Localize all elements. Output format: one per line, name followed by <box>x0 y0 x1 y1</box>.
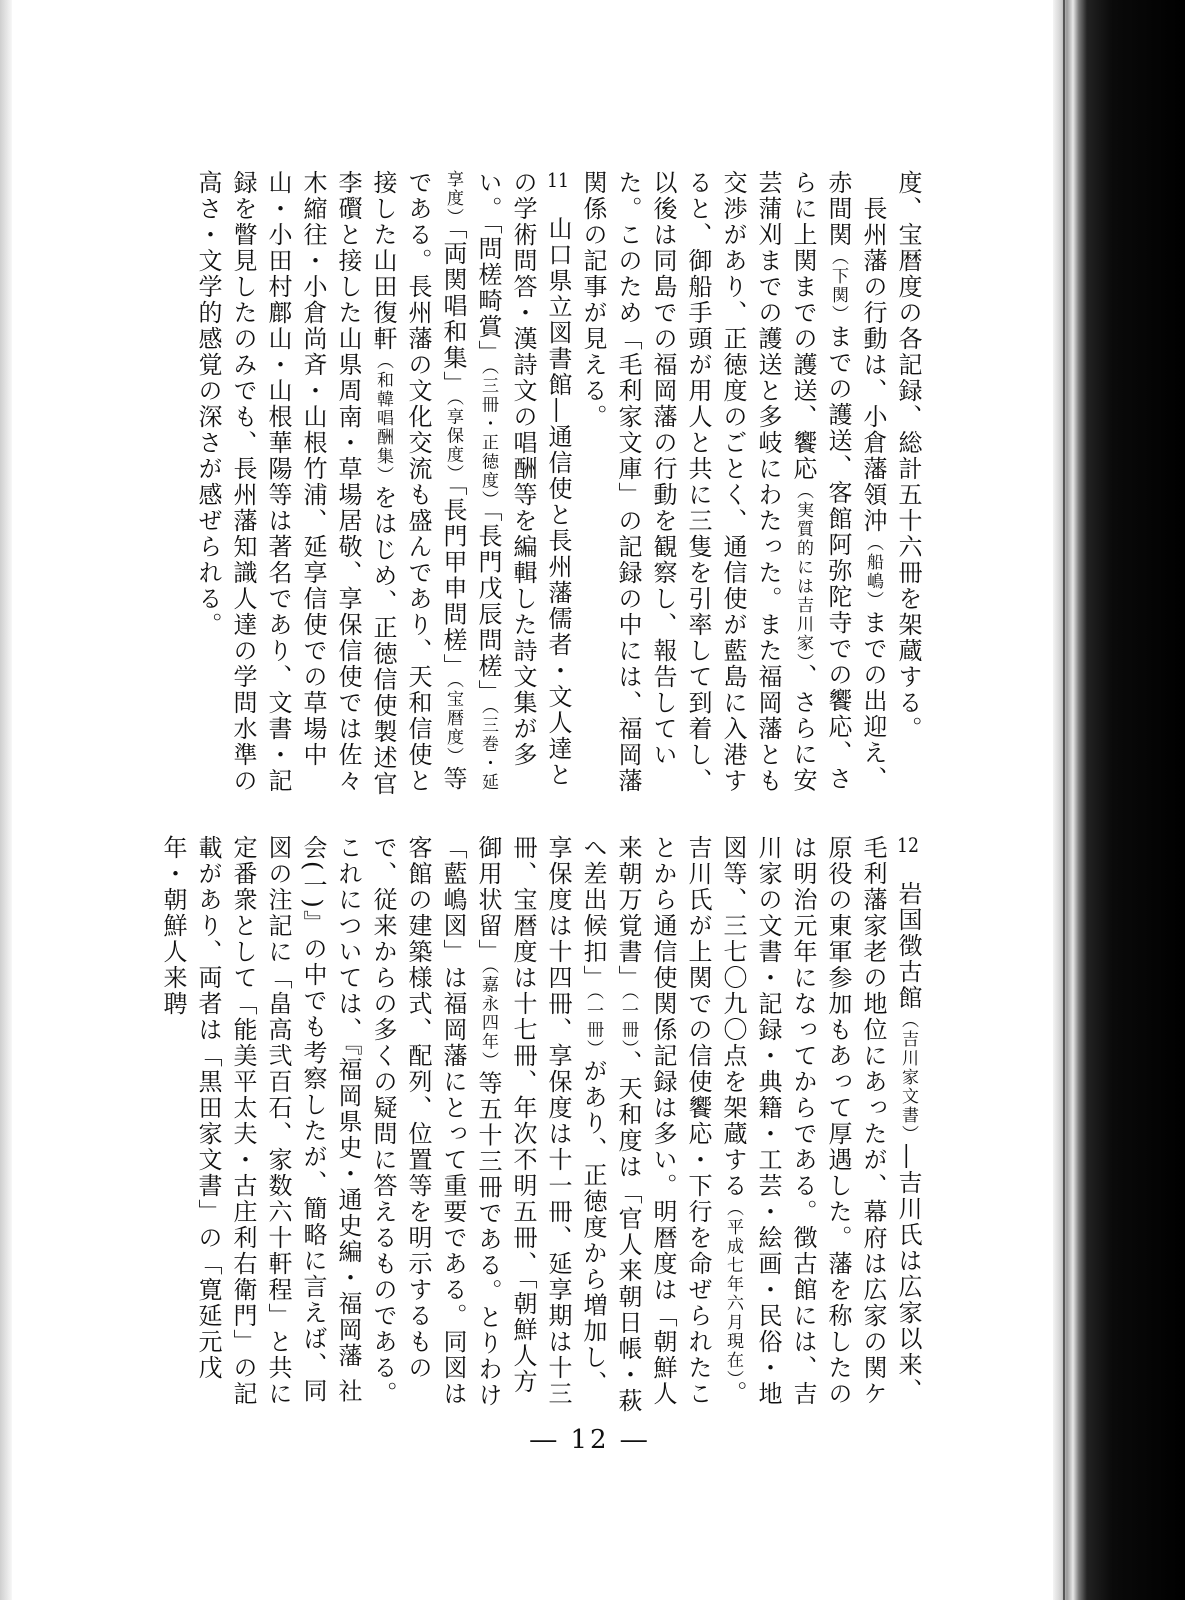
annotation-note: （船嶋） <box>863 534 883 610</box>
annotation-note: （吉川家文書） <box>898 1011 918 1144</box>
section-12-text <box>159 835 922 1414</box>
text-segment: 、さらに安芸蒲刈までの護送と多岐にわたった。また福岡藩とも交渉があり、正徳度のごとく、通信使が藍島に入港すると、御船手頭が用人と共に三隻を引率して到着し、以後は同島での福岡藩の行動を観察し、報告していた。このため「毛利家文庫」の記録の中には、福岡藩関係の記事が見える。 <box>579 170 817 794</box>
section-12-number: 12 <box>897 835 919 855</box>
page-number: ― 12 ― <box>530 1425 650 1455</box>
section-11-text <box>194 170 572 797</box>
text-segment: 長州藩の行動は、小倉藩領沖 <box>859 196 887 534</box>
text-segment: ―吉川氏は広家以来、毛利藩家老の地位にあったが、幕府は広家の関ケ原役の東軍参加もあって厚遇した。藩を称したのは明治元年になってからである。徴古館には、吉川家の文書・記録・典籍・工芸・絵画・民俗・地図等、三七〇九〇点を架蔵する <box>719 835 922 1407</box>
annotation-note: （宝暦度） <box>443 679 463 766</box>
text-segment: までの護送、客館阿弥陀寺での饗応、さらに上関までの護送、饗応 <box>789 170 852 792</box>
top-text-block <box>105 170 925 800</box>
section-12 <box>155 835 925 1415</box>
book-spine-shadow <box>0 0 12 1600</box>
book-page-edge <box>1053 0 1185 1600</box>
bottom-text-block <box>105 835 925 1415</box>
text-segment: 「長門甲申問槎」 <box>439 483 467 680</box>
text-segment: 。吉川氏が上関での信使饗応・下行を命ぜられたことから通信使関係記録は多い。明暦度は「朝鮮人来朝万覚書」 <box>614 835 747 1407</box>
text-segment: 「長門戊辰問槎」 <box>474 509 502 706</box>
section-11-number: 11 <box>547 170 569 190</box>
annotation-note: （三巻・延享度） <box>443 170 498 792</box>
text-segment: 等五十三冊である。とりわけ「藍嶋図」は福岡藩にとって重要である。同図は客館の建築様式、配列、位置等を明示するもので、従来からの多くの疑問に答えるものである。これについては、『福岡県史・通史編・福岡藩 社会(一)』の中でも考察したが、簡略に言えば、同図の注記に「畠高弐百石、家数六十軒程」と共に定番衆として「能美平太夫・古庄利右衛門」の記載があり、両者は「黒田家文書」の「寛延元戊年・朝鮮人来聘 <box>159 835 502 1409</box>
text-segment: 岩国徴古館 <box>894 881 922 1011</box>
text-segment: までの出迎え、赤間関 <box>824 170 887 792</box>
annotation-note: （実質的には吉川家） <box>793 482 813 664</box>
text-segment: 等である。長州藩の文化交流も盛んであり、天和信使と接した山田復軒 <box>369 170 467 794</box>
annotation-note: （享保度） <box>443 397 463 484</box>
annotation-note: （下関） <box>828 248 848 324</box>
text-segment: をはじめ、正徳信使製述官李礥と接した山県周南・草場居敬、享保信使では佐々木縮往・小倉尚斉・山根竹浦、延享信使での草場中山・小田村鄜山・山根華陽等は著名であり、文書・記録を瞥見したのみでも、長州藩知識人達の学問水準の高さ・文学的感覚の深さが感ぜられる。 <box>194 170 397 797</box>
annotation-note: （平成七年六月現在） <box>723 1199 743 1381</box>
text-segment: があり、正徳度から増加し、享保度は十四冊、享保度は十一冊、延享期は十三冊、宝暦度は十七冊、年次不明五冊、「朝鮮人方御用状留」 <box>474 835 607 1407</box>
section-11 <box>190 170 575 800</box>
annotation-note: （和韓唱酬集） <box>373 352 393 485</box>
annotation-note: （三冊・正徳度） <box>478 366 498 510</box>
paragraph-record-count: 度、宝暦度の各記録、総計五十六冊を架蔵する。 <box>894 170 922 742</box>
annotation-note: （嘉永四年） <box>478 965 498 1071</box>
annotation-note: （一冊） <box>618 991 638 1050</box>
annotation-note: （一冊） <box>583 991 603 1059</box>
text-segment: 山口県立図書館―通信使と長州藩儒者・文人達との学術問答・漢詩文の唱酬等を編輯した詩文集が多い。「問槎畸賞」 <box>474 170 572 788</box>
page-fold-line <box>1063 0 1065 1600</box>
text-segment: 、天和度は「官人来朝日帳・萩へ差出候扣」 <box>579 835 642 1414</box>
text-segment: 「両関唱和集」 <box>439 227 467 397</box>
paragraph-choshu-actions <box>575 170 890 800</box>
